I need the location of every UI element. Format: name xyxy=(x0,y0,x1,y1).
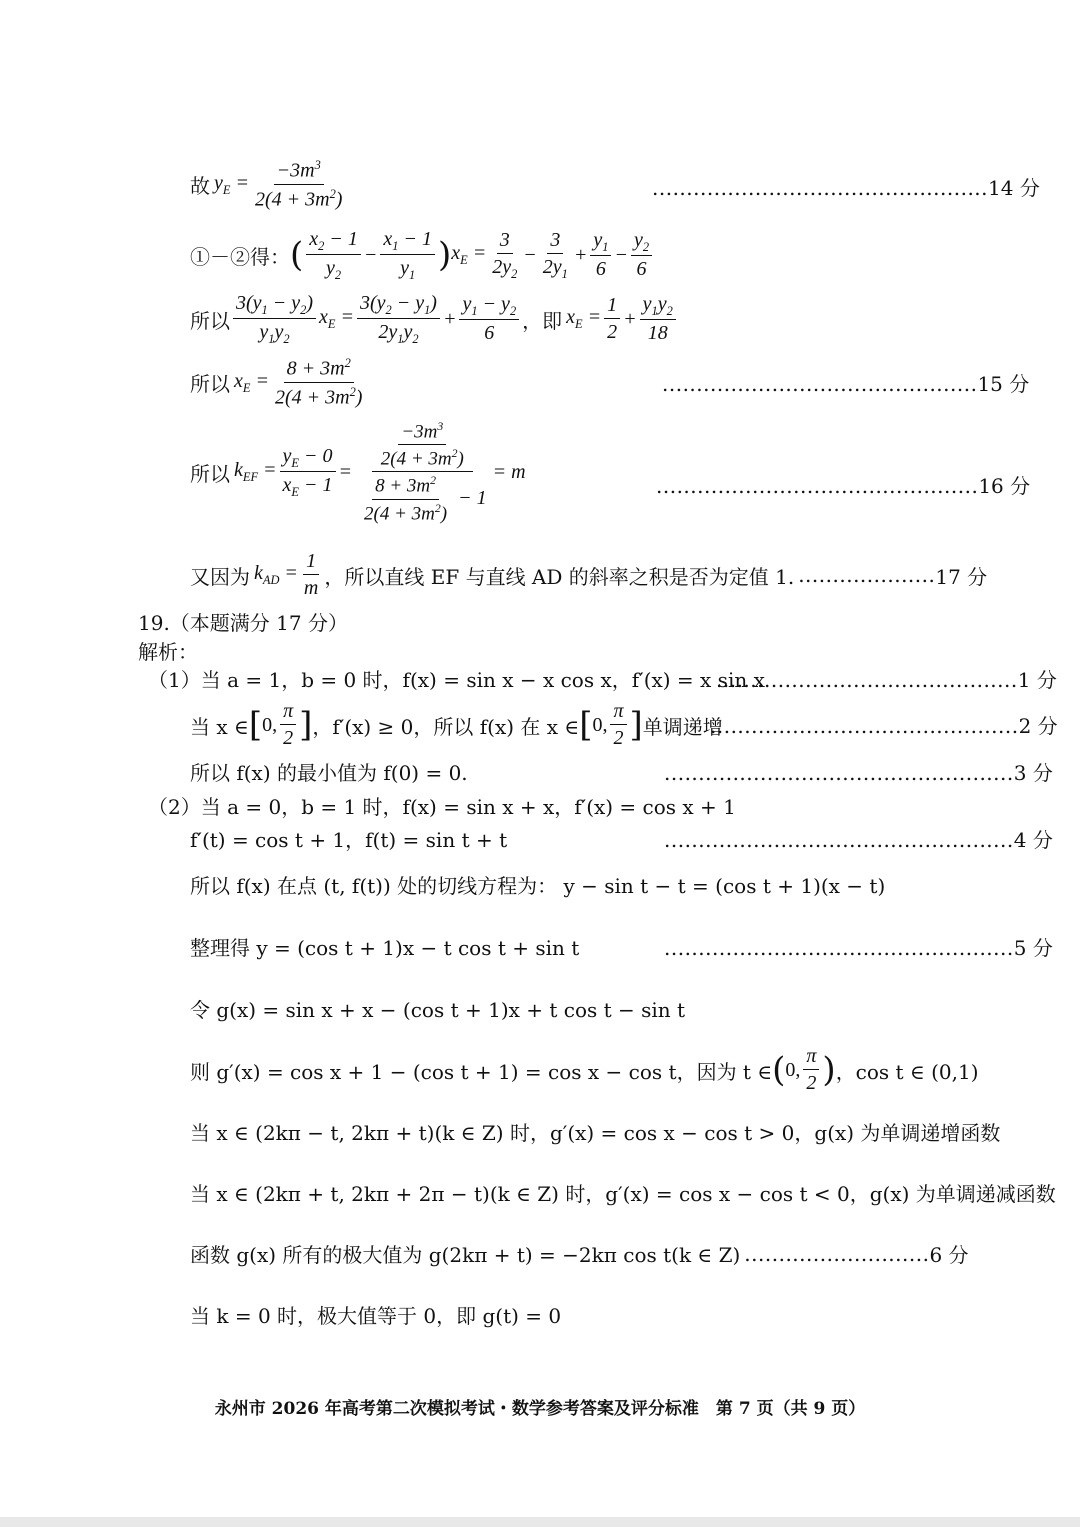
line-prefix: 又因为 xyxy=(190,564,250,589)
page-bottom-edge xyxy=(0,1517,1080,1527)
line-prefix: 所以 xyxy=(190,308,230,333)
equation-x-e: 所以 $x_E$ = $\frac{8 + 3m^2}{2(4 + 3m^2)}$ xyxy=(190,356,363,409)
score-1: ............................................1 分 xyxy=(716,668,1057,692)
score-2: .............................................2 分 xyxy=(710,714,1058,738)
score-5: ...................................................5 分 xyxy=(664,936,1053,960)
part2-line9: 函数 g(x) 所有的极大值为 g(2kπ + t) = −2kπ cos t(k ∈ Z) ........................... 6 分 xyxy=(190,1239,969,1268)
score-15: ..............................................15 分 xyxy=(662,372,1030,396)
part1-line3: 所以 f(x) 的最小值为 f(0) = 0. xyxy=(190,761,468,785)
part1-line2: 当 x ∈ [ 0, $\frac{\pi}{2}$ ] ，f′(x) ≥ 0，所以 f(x) 在 x ∈ [ 0, $\frac{\pi}{2}$ ] 单调递增 xyxy=(190,700,723,749)
score-6: 6 分 xyxy=(929,1243,969,1267)
score-14: .................................................14 分 xyxy=(652,176,1040,200)
conclusion-text: ，所以直线 EF 与直线 AD 的斜率之积是否为定值 1. xyxy=(324,564,795,589)
equation-difference: ①－②得： ( $\frac{x_2 - 1}{y_2}$ − $\frac{x_1 - 1}{y_1}$ ) $x_E$ = $\frac{3}{2y_2}$ − $\frac{3}{2y_1}$ + $\frac{y_1}{6}$ − $\frac{y_2}{6}$ xyxy=(190,228,655,283)
line-prefix: ①－②得： xyxy=(190,244,290,269)
part2-line3: 所以 f(x) 在点 (t, f(t)) 处的切线方程为： y − sin t − t = (cos t + 1)(x − t) xyxy=(190,874,886,898)
part2-line5: 令 g(x) = sin x + x − (cos t + 1)x + t cos t − sin t xyxy=(190,998,686,1022)
score-16: ...............................................16 分 xyxy=(656,474,1031,498)
part1-line1: （1）当 a = 1，b = 0 时，f(x) = sin x − x cos x，f′(x) = x sin x xyxy=(148,668,765,692)
score-4: ...................................................4 分 xyxy=(664,828,1053,852)
line-mid: ，即 xyxy=(522,308,563,333)
question-19-title: 19.（本题满分 17 分） xyxy=(138,611,348,635)
part2-line8: 当 x ∈ (2kπ + t, 2kπ + 2π − t)(k ∈ Z) 时，g′(x) = cos x − cos t < 0，g(x) 为单调递减函数 xyxy=(190,1182,1056,1206)
equation-y-e: 故 $y_E$ = $\frac{-3m^3}{2(4 + 3m^2)}$ xyxy=(190,158,343,211)
score-17: 17 分 xyxy=(935,564,988,589)
part2-line1: （2）当 a = 0，b = 1 时，f(x) = sin x + x，f′(x) = cos x + 1 xyxy=(148,795,736,819)
score-3: ...................................................3 分 xyxy=(664,761,1053,785)
part2-line6: 则 g′(x) = cos x + 1 − (cos t + 1) = cos x − cos t，因为 t ∈ ( 0, $\frac{\pi}{2}$ ) ，cos t ∈ (0,1) xyxy=(190,1045,979,1094)
part2-line7: 当 x ∈ (2kπ − t, 2kπ + t)(k ∈ Z) 时，g′(x) = cos x − cos t > 0，g(x) 为单调递增函数 xyxy=(190,1121,1001,1145)
conclusion-slope: 又因为 $k_{AD}$ = $\frac{1}{m}$ ，所以直线 EF 与直线 AD 的斜率之积是否为定值 1. .................... 17 分 xyxy=(190,550,988,599)
part2-line4: 整理得 y = (cos t + 1)x − t cos t + sin t xyxy=(190,936,580,960)
line-prefix: 所以 xyxy=(190,372,230,397)
line-prefix: 所以 xyxy=(190,461,230,486)
line-prefix: 故 xyxy=(190,174,210,199)
part2-line2: f′(t) = cos t + 1，f(t) = sin t + t xyxy=(190,828,508,852)
page-footer: 永州市 2026 年高考第二次模拟考试・数学参考答案及评分标准 第 7 页（共 9 页） xyxy=(214,1399,866,1419)
equation-k-ef: 所以 $k_{EF}$ = $\frac{y_E - 0}{x_E - 1}$ = $\frac{-3m^3}{2(4 + 3m^2)}$ $\frac{8 + 3m^2}{2(4 + 3m^2)}$ − 1 = m xyxy=(190,420,526,524)
equation-x-e-derive: 所以 $\frac{3(y_1 - y_2)}{y_1y_2}$ $x_E$ = $\frac{3(y_2 - y_1)}{2y_1y_2}$ + $\frac{y_1 - y_2}{6}$ ，即 $x_E$ = $\frac{1}{2}$ + $\frac{y_1y_2}{18}$ xyxy=(190,292,679,347)
analysis-label: 解析： xyxy=(138,640,198,664)
part2-line10: 当 k = 0 时，极大值等于 0，即 g(t) = 0 xyxy=(190,1304,562,1328)
